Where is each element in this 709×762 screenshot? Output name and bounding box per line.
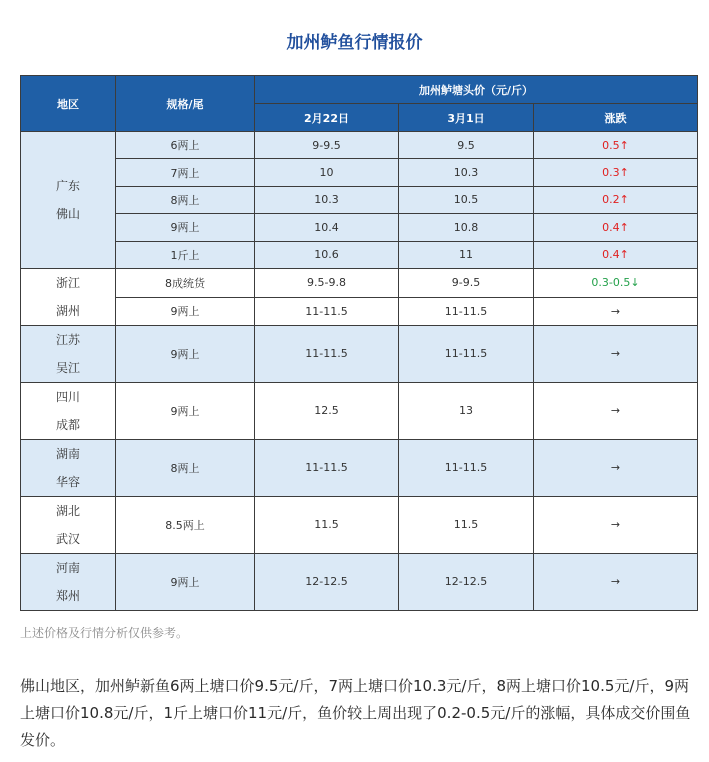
table-row [21, 496, 698, 553]
price-date1-cell: 11-11.5 [255, 439, 399, 496]
spec-cell: 8.5两上 [116, 496, 255, 553]
table-row [21, 186, 698, 213]
change-cell: 0.3-0.5↓ [534, 268, 698, 297]
header-price-group: 加州鲈塘头价（元/斤） [255, 76, 698, 104]
change-cell: → [534, 553, 698, 610]
price-date1-cell: 10 [255, 159, 399, 186]
change-cell: 0.4↑ [534, 214, 698, 241]
region-province: 湖南 [55, 446, 80, 461]
table-row [21, 268, 698, 297]
region-province: 四川 [55, 389, 80, 404]
region-city: 成都 [55, 417, 80, 432]
price-date2-cell: 11-11.5 [399, 297, 534, 325]
table-row [21, 159, 698, 186]
price-date1-cell: 11.5 [255, 496, 399, 553]
price-date1-cell: 10.4 [255, 214, 399, 241]
change-cell: → [534, 325, 698, 382]
price-date2-cell: 11 [399, 241, 534, 268]
price-date2-cell: 13 [399, 382, 534, 439]
region-province: 河南 [55, 560, 80, 575]
price-date2-cell: 10.5 [399, 186, 534, 213]
price-date1-cell: 11-11.5 [255, 325, 399, 382]
price-date2-cell: 11-11.5 [399, 325, 534, 382]
price-date2-cell: 11.5 [399, 496, 534, 553]
region-province: 广东 [55, 178, 80, 193]
change-cell: 0.2↑ [534, 186, 698, 213]
price-date2-cell: 9-9.5 [399, 268, 534, 297]
market-summary-paragraph: 佛山地区，加州鲈新鱼6两上塘口价9.5元/斤，7两上塘口价10.3元/斤，8两上塘口价10.5元/斤，9两上塘口价10.8元/斤，1斤上塘口价11元/斤，鱼价较上周出现了0.2-0.5元/斤的涨幅，具体成交价围鱼发价。 [20, 677, 691, 749]
price-date2-cell: 10.3 [399, 159, 534, 186]
header-region: 地区 [21, 76, 116, 132]
region-cell [21, 439, 116, 496]
table-row [21, 439, 698, 496]
spec-cell: 9两上 [116, 214, 255, 241]
page-title: 加州鲈鱼行情报价 [286, 33, 423, 53]
price-table [20, 75, 698, 611]
price-date2-cell: 9.5 [399, 132, 534, 159]
table-row [21, 132, 698, 159]
region-province: 江苏 [55, 332, 80, 347]
region-cell [21, 496, 116, 553]
header-change: 涨跌 [534, 104, 698, 132]
price-date1-cell: 10.3 [255, 186, 399, 213]
table-row [21, 553, 698, 610]
region-city: 郑州 [55, 588, 80, 603]
header-date-2: 3月1日 [399, 104, 534, 132]
price-date1-cell: 10.6 [255, 241, 399, 268]
disclaimer-note: 上述价格及行情分析仅供参考。 [20, 626, 189, 640]
region-city: 吴江 [55, 360, 80, 375]
region-city: 华容 [55, 474, 80, 489]
spec-cell: 9两上 [116, 325, 255, 382]
spec-cell: 7两上 [116, 159, 255, 186]
region-cell [21, 382, 116, 439]
region-cell [21, 268, 116, 325]
price-date1-cell: 9.5-9.8 [255, 268, 399, 297]
change-cell: 0.4↑ [534, 241, 698, 268]
region-city: 湖州 [55, 303, 80, 318]
table-row [21, 325, 698, 382]
spec-cell: 9两上 [116, 553, 255, 610]
change-cell: → [534, 382, 698, 439]
price-table-body [21, 132, 698, 611]
price-date2-cell: 11-11.5 [399, 439, 534, 496]
region-province: 浙江 [55, 275, 80, 290]
table-row [21, 214, 698, 241]
spec-cell: 9两上 [116, 382, 255, 439]
change-cell: → [534, 439, 698, 496]
spec-cell: 6两上 [116, 132, 255, 159]
change-cell: → [534, 496, 698, 553]
header-date-1: 2月22日 [255, 104, 399, 132]
table-row [21, 241, 698, 268]
header-spec: 规格/尾 [116, 76, 255, 132]
region-cell [21, 325, 116, 382]
spec-cell: 9两上 [116, 297, 255, 325]
price-date1-cell: 12-12.5 [255, 553, 399, 610]
price-date2-cell: 10.8 [399, 214, 534, 241]
price-date1-cell: 9-9.5 [255, 132, 399, 159]
change-cell: → [534, 297, 698, 325]
table-row [21, 382, 698, 439]
region-cell [21, 553, 116, 610]
region-city: 佛山 [55, 206, 80, 221]
region-city: 武汉 [55, 531, 80, 546]
spec-cell: 8两上 [116, 439, 255, 496]
price-date1-cell: 11-11.5 [255, 297, 399, 325]
price-date1-cell: 12.5 [255, 382, 399, 439]
table-row [21, 297, 698, 325]
region-province: 湖北 [55, 503, 80, 518]
spec-cell: 8成统货 [116, 268, 255, 297]
region-cell [21, 132, 116, 269]
spec-cell: 8两上 [116, 186, 255, 213]
change-cell: 0.3↑ [534, 159, 698, 186]
change-cell: 0.5↑ [534, 132, 698, 159]
price-date2-cell: 12-12.5 [399, 553, 534, 610]
spec-cell: 1斤上 [116, 241, 255, 268]
